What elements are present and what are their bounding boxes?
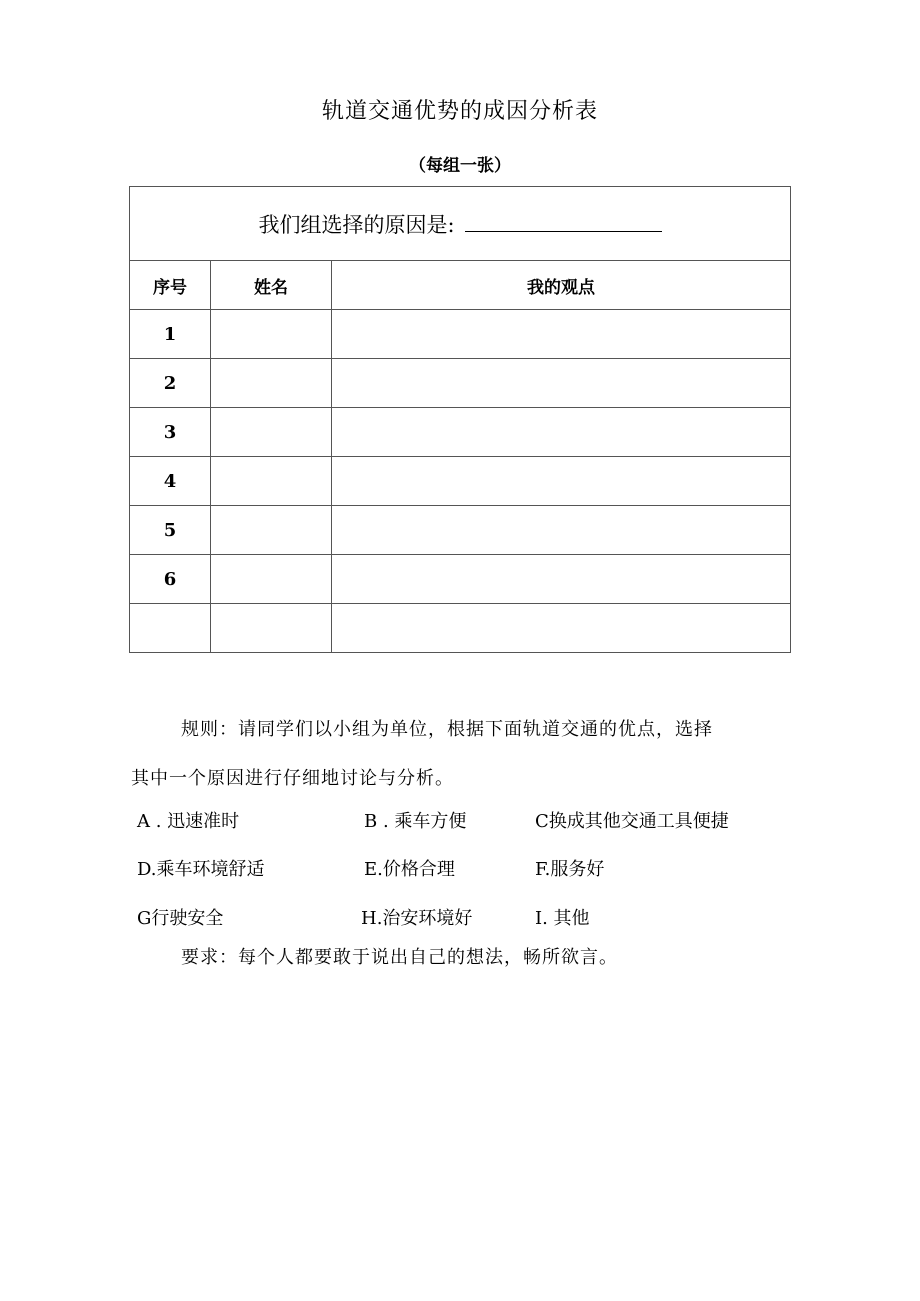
rules-line-1: 规则：请同学们以小组为单位，根据下面轨道交通的优点，选择 (181, 719, 713, 740)
option-d: D.乘车环境舒适 (137, 859, 265, 880)
row-name-cell[interactable] (211, 457, 332, 506)
row-opinion-cell[interactable] (332, 506, 791, 555)
table-row (130, 604, 791, 653)
row-name-cell[interactable] (211, 555, 332, 604)
row-opinion-cell[interactable] (332, 555, 791, 604)
option-g: G行驶安全 (137, 908, 224, 929)
row-opinion-cell[interactable] (332, 457, 791, 506)
option-h: H.治安环境好 (361, 908, 473, 929)
row-name-cell[interactable] (211, 604, 332, 653)
document-title: 轨道交通优势的成因分析表 (321, 99, 598, 124)
row-opinion-cell[interactable] (332, 310, 791, 359)
header-opinion: 我的观点 (332, 261, 791, 310)
row-name-cell[interactable] (211, 506, 332, 555)
row-opinion-cell[interactable] (332, 604, 791, 653)
row-number: 5 (130, 506, 211, 555)
option-f: F.服务好 (535, 859, 605, 880)
row-number (130, 604, 211, 653)
table-row (130, 310, 791, 359)
option-i: I. 其他 (535, 908, 590, 929)
requirement-text: 要求：每个人都要敢于说出自己的想法，畅所欲言。 (181, 947, 618, 968)
option-a: A . 迅速准时 (137, 811, 240, 832)
header-name: 姓名 (211, 261, 332, 310)
row-name-cell[interactable] (211, 359, 332, 408)
reason-prompt: 我们组选择的原因是: (258, 212, 455, 237)
row-opinion-cell[interactable] (332, 408, 791, 457)
option-c: C换成其他交通工具便捷 (535, 811, 729, 832)
table-row (130, 359, 791, 408)
table-row (130, 408, 791, 457)
option-b: B . 乘车方便 (364, 811, 467, 832)
row-number: 1 (130, 310, 211, 359)
table-row (130, 506, 791, 555)
rules-line-2: 其中一个原因进行仔细地讨论与分析。 (131, 768, 454, 789)
row-name-cell[interactable] (211, 310, 332, 359)
table-header-row (130, 261, 791, 310)
row-number: 4 (130, 457, 211, 506)
table-row (130, 457, 791, 506)
row-number: 6 (130, 555, 211, 604)
row-opinion-cell[interactable] (332, 359, 791, 408)
row-number: 2 (130, 359, 211, 408)
analysis-table (129, 186, 791, 653)
document-subtitle: （每组一张） (409, 156, 511, 176)
reason-blank-line[interactable] (465, 209, 662, 232)
reason-cell (130, 187, 791, 261)
header-number: 序号 (130, 261, 211, 310)
option-e: E.价格合理 (364, 859, 455, 880)
row-number: 3 (130, 408, 211, 457)
row-name-cell[interactable] (211, 408, 332, 457)
table-row (130, 555, 791, 604)
